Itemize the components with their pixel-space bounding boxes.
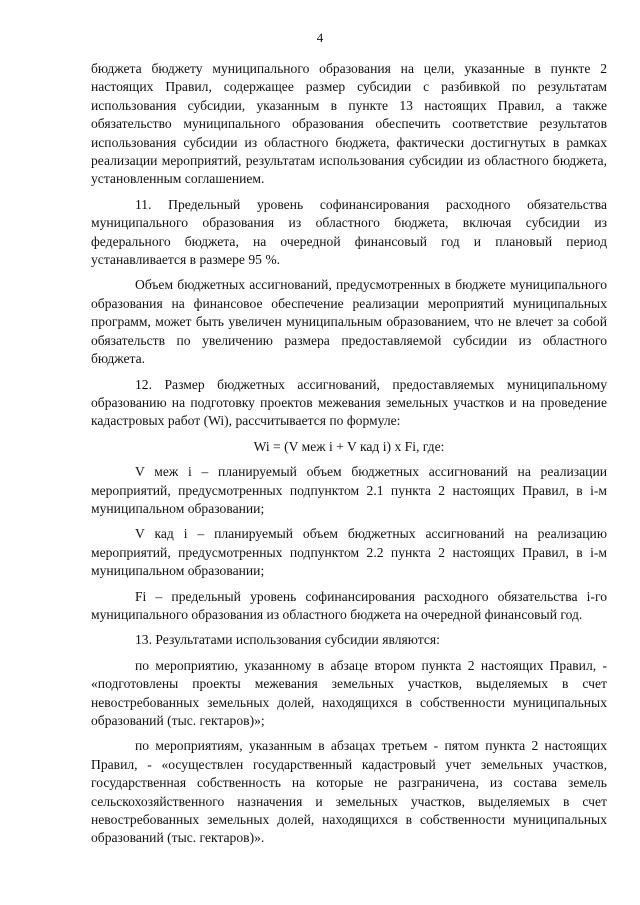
- paragraph-12: 12. Размер бюджетных ассигнований, предоставляемых муниципальному образованию на подготовку проектов межевания земельных участков и на проведение кадастровых работ (Wi), рассчитывается по формуле:: [91, 376, 607, 429]
- result-item-2: по мероприятиям, указанным в абзацах третьем - пятом пункта 2 настоящих Правил, - «осуществлен государственный кадастровый учет земельных участков, государственная собственность на которые не разграничена, из состава земель сельскохозяйственного назначения и земельных участков, выделяемых в счет невостребованных земельных долей, находящихся в собственности муниципальных образований (тыс. гектаров)».: [91, 738, 607, 846]
- definition-v-kad: V кад i – планируемый объем бюджетных ассигнований на реализацию мероприятий, предусмотренных подпунктом 2.2 пункта 2 настоящих Правил, в i-м муниципальном образовании;: [91, 526, 607, 579]
- formula: Wi = (V меж i + V кад i) x Fi, где:: [253, 438, 445, 454]
- page-number: 4: [316, 30, 324, 45]
- paragraph-13: 13. Результатами использования субсидии являются:: [135, 632, 440, 648]
- paragraph-budget-volume: Объем бюджетных ассигнований, предусмотренных в бюджете муниципального образования на финансовое обеспечение реализации мероприятий муниципальных программ, может быть увеличен муниципальным образованием, что не влечет за собой обязательств по увеличению размера предоставляемой субсидии из областного бюджета.: [91, 277, 607, 367]
- definition-v-mezh: V меж i – планируемый объем бюджетных ассигнований на реализации мероприятий, предусмотренных подпунктом 2.1 пункта 2 настоящих Правил, в i-м муниципальном образовании;: [91, 464, 607, 516]
- paragraph-continuation: бюджета бюджету муниципального образования на цели, указанные в пункте 2 настоящих Правил, содержащее размер субсидии с разбивкой по результатам использования субсидии, указанным в пункте 13 настоящих Правил, а также обязательство муниципального образования обеспечить соответствие результатов использования субсидии из областного бюджета, фактически достигнутых в рамках реализации мероприятий, результатам использования субсидии из областного бюджета, установленным соглашением.: [91, 61, 607, 187]
- definition-fi: Fi – предельный уровень софинансирования расходного обязательства i-го муниципального образования из областного бюджета на очередной финансовый год.: [91, 588, 607, 622]
- result-item-1: по мероприятию, указанному в абзаце втором пункта 2 настоящих Правил, - «подготовлены проекты межевания земельных участков, выделяемых в счет невостребованных земельных долей, находящихся в собственности муниципальных образований (тыс. гектаров)»;: [91, 657, 607, 728]
- paragraph-11: 11. Предельный уровень софинансирования расходного обязательства муниципального образования из областного бюджета, включая субсидии из федерального бюджета, на очередной финансовый год и плановый период устанавливается в размере 95 %.: [91, 196, 607, 268]
- document-body: [91, 60, 607, 855]
